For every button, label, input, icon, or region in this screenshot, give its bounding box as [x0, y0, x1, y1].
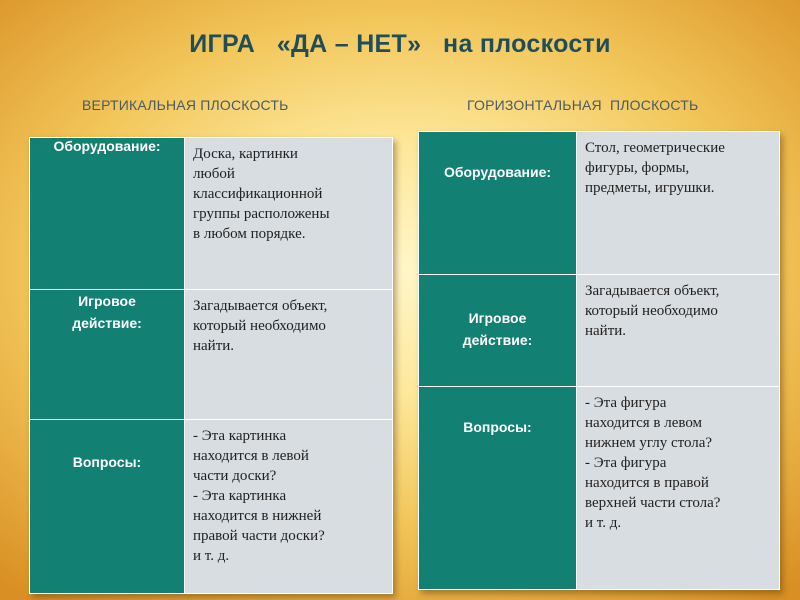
- row-value-equipment: Доска, картинки любой классификационной группы расположены в любом порядке.: [185, 138, 393, 290]
- row-value-equipment: Стол, геометрические фигуры, формы, предметы, игрушки.: [577, 132, 780, 275]
- vertical-plane-heading: ВЕРТИКАЛЬНАЯ ПЛОСКОСТЬ: [82, 97, 289, 113]
- table-row: [30, 420, 393, 594]
- horizontal-plane-heading: ГОРИЗОНТАЛЬНАЯ ПЛОСКОСТЬ: [467, 97, 699, 113]
- vertical-plane-table: [29, 137, 393, 594]
- row-label-equipment: Оборудование:: [419, 132, 577, 275]
- table-row: [419, 132, 780, 275]
- table-row: [419, 387, 780, 590]
- row-label-game-action: Игровое действие:: [419, 275, 577, 387]
- row-label-game-action: Игровое действие:: [30, 290, 185, 420]
- row-label-questions: Вопросы:: [30, 420, 185, 594]
- row-value-game-action: Загадывается объект, который необходимо найти.: [577, 275, 780, 387]
- row-label-equipment: Оборудование:: [30, 138, 185, 290]
- row-value-game-action: Загадывается объект, который необходимо найти.: [185, 290, 393, 420]
- row-value-questions: - Эта фигура находится в левом нижнем углу стола? - Эта фигура находится в правой верхней части стола? и т. д.: [577, 387, 780, 590]
- horizontal-plane-table: [418, 131, 780, 590]
- row-label-questions: Вопросы:: [419, 387, 577, 590]
- table-row: [30, 138, 393, 290]
- slide-title: ИГРА «ДА – НЕТ» на плоскости: [189, 30, 611, 58]
- table-row: [419, 275, 780, 387]
- row-value-questions: - Эта картинка находится в левой части доски? - Эта картинка находится в нижней правой части доски? и т. д.: [185, 420, 393, 594]
- table-row: [30, 290, 393, 420]
